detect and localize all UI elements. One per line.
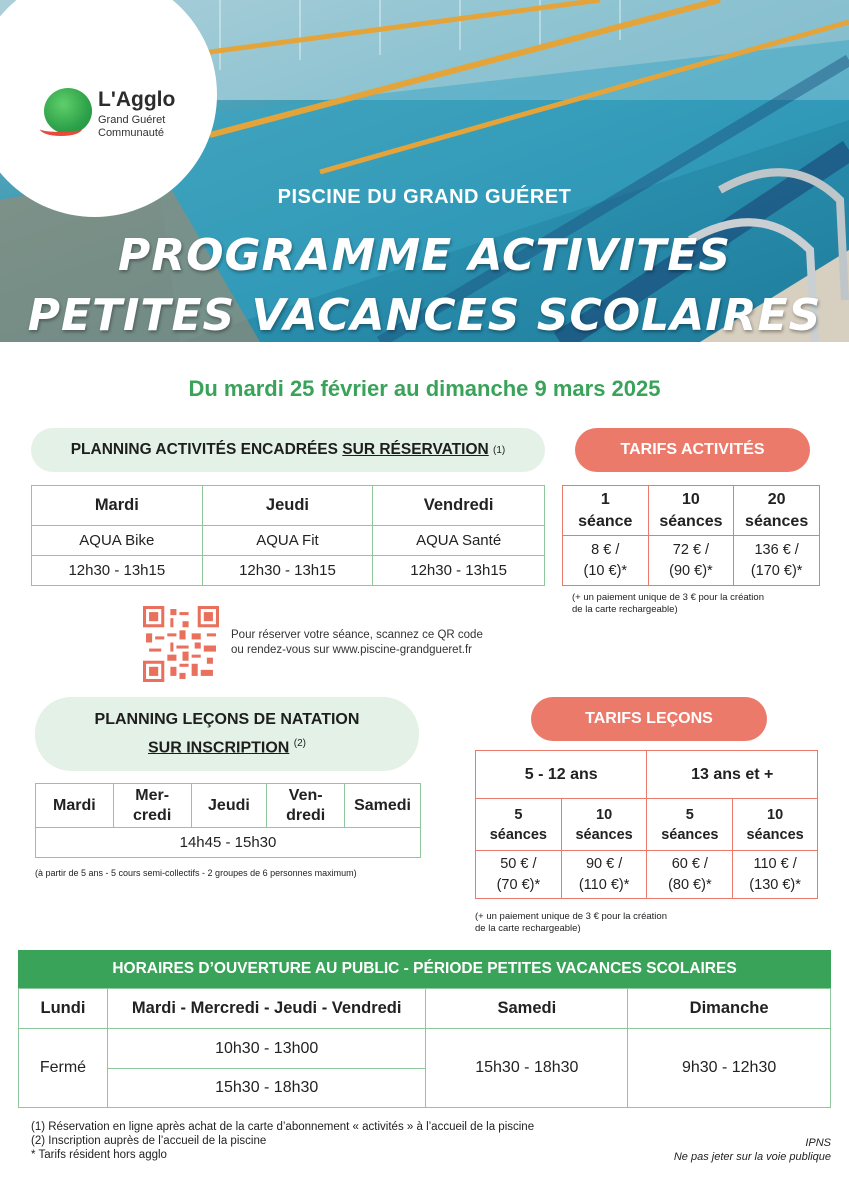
lecon-day xyxy=(36,784,114,828)
qr-instructions xyxy=(231,628,483,658)
lecons-table xyxy=(35,783,421,858)
footnotes xyxy=(31,1120,534,1162)
samedi-slot: 15h30 - 18h30 xyxy=(426,1029,628,1108)
lecon-count xyxy=(476,799,562,851)
age-group: 13 ans et + xyxy=(647,751,818,799)
lecon-day xyxy=(345,784,421,828)
price-non-resident: (110 €)* xyxy=(578,876,630,893)
disposal-notice: Ne pas jeter sur la voie publique xyxy=(673,1151,831,1163)
logo-swoosh-icon xyxy=(40,122,82,136)
lecons-note: (à partir de 5 ans - 5 cours semi-collectifs - 2 groupes de 6 personnes maximum) xyxy=(35,868,357,878)
lecon-count-unit: séances xyxy=(746,826,804,843)
lecon-day xyxy=(113,784,191,828)
day-header: Mardi xyxy=(32,486,203,526)
class-name: AQUA Fit xyxy=(202,526,373,556)
pool-name: PISCINE DU GRAND GUÉRET xyxy=(277,186,572,208)
class-time: 12h30 - 13h15 xyxy=(373,556,545,586)
day-header: Jeudi xyxy=(202,486,373,526)
day-line: Ven- xyxy=(288,786,323,804)
lecon-count xyxy=(733,799,818,851)
note-line: de la carte rechargeable) xyxy=(572,604,678,615)
brand-sub-line2: Communauté xyxy=(98,127,165,139)
activities-heading-note: (1) xyxy=(493,444,506,456)
tarif-price xyxy=(734,536,820,586)
tarif-count xyxy=(648,486,734,536)
horaire-col-header: Dimanche xyxy=(628,989,831,1029)
day-line: Mer- xyxy=(135,786,170,804)
price-resident: 8 € / xyxy=(591,541,620,558)
tarifs-activites-heading: TARIFS ACTIVITÉS xyxy=(575,428,810,472)
lecon-count-number: 5 xyxy=(514,806,523,823)
lecon-count-number: 5 xyxy=(685,806,694,823)
price-resident: 72 € / xyxy=(672,541,710,558)
horaire-col-header: Mardi - Mercredi - Jeudi - Vendredi xyxy=(107,989,426,1029)
day-line: credi xyxy=(133,806,172,824)
tarif-count-unit: séance xyxy=(578,512,633,530)
lecon-count-unit: séances xyxy=(575,826,633,843)
price-non-resident: (10 €)* xyxy=(583,562,628,579)
dimanche-slot: 9h30 - 12h30 xyxy=(628,1029,831,1108)
footnote: * Tarifs résident hors agglo xyxy=(31,1149,167,1161)
class-time: 12h30 - 13h15 xyxy=(202,556,373,586)
title-line-2: PETITES VACANCES SCOLAIRES xyxy=(27,290,822,341)
note-line: (+ un paiement unique de 3 € pour la création xyxy=(572,592,764,603)
footer-legal xyxy=(674,1136,831,1164)
age-group: 5 - 12 ans xyxy=(476,751,647,799)
tarif-price xyxy=(648,536,734,586)
title-line-1: PROGRAMME ACTIVITES xyxy=(117,230,732,281)
price-resident: 60 € / xyxy=(671,855,708,872)
brand-subtitle xyxy=(98,114,165,140)
horaires-heading: HORAIRES D’OUVERTURE AU PUBLIC - PÉRIODE PETITES VACANCES SCOLAIRES xyxy=(18,950,831,988)
lecons-heading-note: (2) xyxy=(293,737,307,749)
semaine-slot: 10h30 - 13h00 xyxy=(107,1029,426,1069)
day-line: dredi xyxy=(286,806,326,824)
activities-heading-underlined: SUR RÉSERVATION xyxy=(342,441,489,458)
qr-code-icon[interactable] xyxy=(143,606,219,682)
lecon-count xyxy=(561,799,647,851)
price-non-resident: (130 €)* xyxy=(749,876,801,893)
lecons-heading xyxy=(35,697,419,771)
tarif-count-number: 10 xyxy=(682,490,700,508)
lecon-day xyxy=(191,784,267,828)
class-name: AQUA Bike xyxy=(32,526,203,556)
lecon-price xyxy=(476,851,562,899)
tarif-count-number: 20 xyxy=(767,490,786,508)
note-line: (+ un paiement unique de 3 € pour la création xyxy=(475,911,667,922)
price-resident: 90 € / xyxy=(585,855,623,872)
tarif-count xyxy=(734,486,820,536)
price-non-resident: (170 €)* xyxy=(750,562,803,579)
horaires-table xyxy=(18,988,831,1108)
brand-sub-line1: Grand Guéret xyxy=(98,114,166,126)
tarif-count xyxy=(563,486,649,536)
lecons-heading-line1: PLANNING LEÇONS DE NATATION xyxy=(94,710,360,728)
tarifs-activites-table xyxy=(562,485,820,586)
class-name: AQUA Santé xyxy=(373,526,545,556)
tarifs-lecons-table xyxy=(475,750,818,899)
qr-line: Pour réserver votre séance, scannez ce QR code xyxy=(231,629,483,641)
price-resident: 110 € / xyxy=(753,855,797,872)
class-time: 12h30 - 13h15 xyxy=(32,556,203,586)
qr-line[interactable]: ou rendez-vous sur www.piscine-grandgueret.fr xyxy=(231,644,472,656)
semaine-slot: 15h30 - 18h30 xyxy=(107,1069,426,1108)
date-range: Du mardi 25 février au dimanche 9 mars 2025 xyxy=(188,376,661,401)
lecon-day xyxy=(267,784,345,828)
tarif-price xyxy=(563,536,649,586)
lecon-price xyxy=(561,851,647,899)
lecon-count-number: 10 xyxy=(767,806,784,823)
day-line: Samedi xyxy=(354,796,411,814)
price-non-resident: (70 €)* xyxy=(496,876,541,893)
price-non-resident: (80 €)* xyxy=(668,876,712,893)
tarifs-lecons-heading: TARIFS LEÇONS xyxy=(531,697,767,741)
day-line: Jeudi xyxy=(208,796,250,814)
price-resident: 50 € / xyxy=(500,855,537,872)
lecon-price xyxy=(647,851,733,899)
activities-heading xyxy=(31,428,545,472)
brand-name: L'Agglo xyxy=(98,88,176,111)
footnote: (2) Inscription auprès de l’accueil de la piscine xyxy=(31,1135,267,1147)
horaire-col-header: Samedi xyxy=(426,989,628,1029)
hero-banner xyxy=(0,0,849,342)
lecon-count-unit: séances xyxy=(661,826,719,843)
day-line: Mardi xyxy=(53,796,96,814)
lecons-heading-underlined: SUR INSCRIPTION xyxy=(147,739,290,757)
tarif-count-unit: séances xyxy=(745,512,809,530)
price-non-resident: (90 €)* xyxy=(669,562,713,579)
lundi-status: Fermé xyxy=(19,1029,108,1108)
price-resident: 136 € / xyxy=(754,541,799,558)
tarifs-lecons-note xyxy=(475,911,667,935)
footnote: (1) Réservation en ligne après achat de la carte d’abonnement « activités » à l’accueil de la piscine xyxy=(31,1121,535,1133)
lecon-count-number: 10 xyxy=(596,806,613,823)
lecon-count-unit: séances xyxy=(489,826,547,843)
lecon-price xyxy=(733,851,818,899)
tarifs-activites-note xyxy=(572,592,764,616)
tarif-count-number: 1 xyxy=(600,490,610,508)
day-header: Vendredi xyxy=(373,486,545,526)
activities-heading-text: PLANNING ACTIVITÉS ENCADRÉES xyxy=(70,441,338,458)
activities-table xyxy=(31,485,545,586)
lecon-count xyxy=(647,799,733,851)
note-line: de la carte rechargeable) xyxy=(475,923,581,934)
horaire-col-header: Lundi xyxy=(19,989,108,1029)
tarif-count-unit: séances xyxy=(659,512,723,530)
lecon-time: 14h45 - 15h30 xyxy=(36,828,421,858)
ipns-label: IPNS xyxy=(805,1137,831,1149)
